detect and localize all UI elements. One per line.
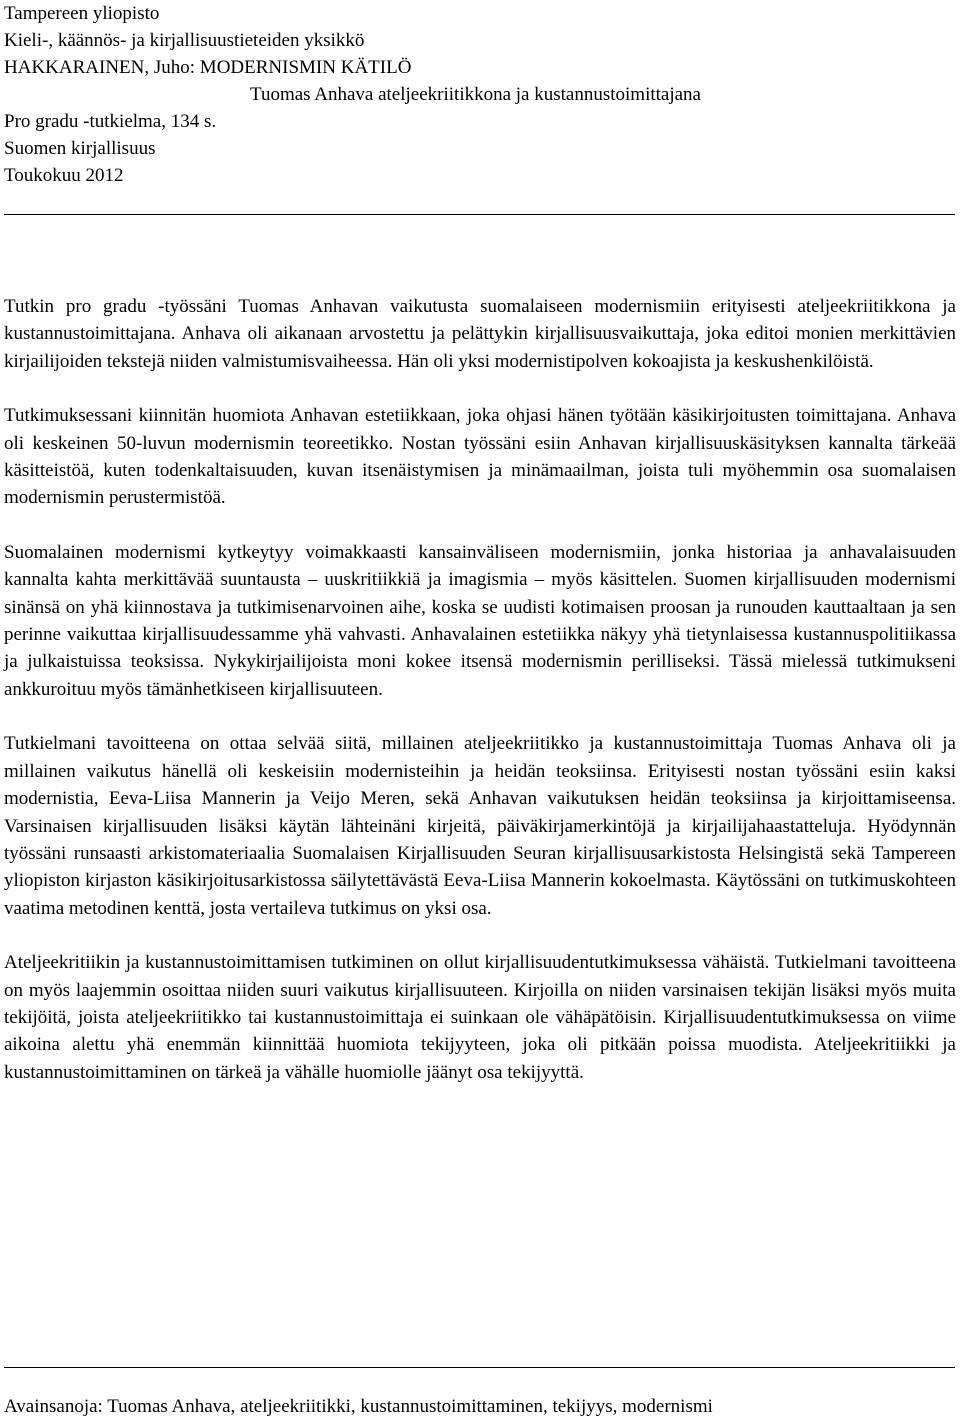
bottom-divider (4, 1367, 955, 1368)
top-divider (4, 214, 955, 215)
abstract-paragraph-1: Tutkin pro gradu -työssäni Tuomas Anhavan vaikutusta suomalaiseen modernismiin erityisesti ateljeekriitikkona ja kustannustoimittajana. Anhava oli aikanaan arvostettu ja pelättykin kirjallisuusvaikuttaja, joka editoi monien merkittävien kirjailijoiden tekstejä niiden valmistumisvaiheessa. Hän oli yksi modernistipolven kokoajista ja keskushenkilöistä. (4, 296, 956, 372)
abstract-body (4, 293, 956, 1086)
unit-name: Kieli-, käännös- ja kirjallisuustieteiden yksikkö (4, 30, 365, 51)
author-and-title: HAKKARAINEN, Juho: MODERNISMIN KÄTILÖ (4, 57, 412, 78)
abstract-paragraph-4: Tutkielmani tavoitteena on ottaa selvää siitä, millainen ateljeekriitikko ja kustannustoimittaja Tuomas Anhava oli ja millainen vaikutus hänellä oli keskeisiin modernisteihin ja heidän teoksiinsa. Erityisesti nostan työssäni esiin kaksi modernistia, Eeva-Liisa Mannerin ja Veijo Meren, sekä Anhavan vaikutuksen heidän teoksiinsa ja kirjoittamiseensa. Varsinaisen kirjallisuuden lisäksi käytän lähteinäni kirjeitä, päiväkirjamerkintöjä ja kirjailijahaastatteluja. Hyödynnän työssäni runsaasti arkistomateriaalia Suomalaisen Kirjallisuuden Seuran kirjallisuusarkistosta Helsingistä sekä Tampereen yliopiston kirjaston käsikirjoitusarkistossa säilytettävästä Eeva-Liisa Mannerin kokoelmasta. Käytössäni on tutkimuskohteen vaatima metodinen kenttä, josta vertaileva tutkimus on yksi osa. (4, 733, 956, 919)
subject: Suomen kirjallisuus (4, 138, 156, 159)
thesis-header (4, 0, 954, 189)
keywords-line: Avainsanoja: Tuomas Anhava, ateljeekriitikki, kustannustoimittaminen, tekijyys, modernismi (4, 1396, 713, 1417)
abstract-paragraph-2: Tutkimuksessani kiinnitän huomiota Anhavan estetiikkaan, joka ohjasi hänen työtään käsikirjoitusten toimittajana. Anhava oli keskeinen 50-luvun modernismin teoreetikko. Nostan työssäni esiin Anhavan kirjallisuuskäsityksen kannalta tärkeää käsitteistöä, kuten todenkaltaisuuden, kuvan itsenäistymisen ja minämaailman, joista tuli myöhemmin osa suomalaisen modernismin perustermistöä. (4, 405, 956, 509)
abstract-paragraph-5: Ateljeekritiikin ja kustannustoimittamisen tutkiminen on ollut kirjallisuudentutkimuksessa vähäistä. Tutkielmani tavoitteena on myös laajemmin osoittaa niiden suuri vaikutus kirjallisuuteen. Kirjoilla on niiden varsinaisen tekijän lisäksi myös muita tekijöitä, joista ateljeekriitikko tai kustannustoimittaja ei suinkaan ole vähäpätöisin. Kirjallisuudentutkimuksessa on viime aikoina alettu yhä enemmän kiinnittää huomiota tekijyyteen, joka oli pitkään poissa muodista. Ateljeekritiikki ja kustannustoimittaminen on tärkeä ja vähälle huomiolle jäänyt osa tekijyyttä. (4, 952, 956, 1083)
university-name: Tampereen yliopisto (4, 3, 160, 24)
date: Toukokuu 2012 (4, 165, 124, 186)
abstract-paragraph-3: Suomalainen modernismi kytkeytyy voimakkaasti kansainväliseen modernismiin, jonka historiaa ja anhavalaisuuden kannalta kahta merkittävää suuntausta – uuskritiikkiä ja imagismia – myös käsittelen. Suomen kirjallisuuden modernismi sinänsä on yhä kiinnostava ja tutkimisenarvoinen aihe, koska se uudisti kotimaisen proosan ja runouden kauttaaltaan ja sen perinne vaikuttaa kirjallisuudessamme yhä vahvasti. Anhavalainen estetiikka näkyy yhä tietynlaisessa kustannuspolitiikassa ja julkaistuissa teoksissa. Nykykirjailijoista moni kokee itsensä modernismin perilliseksi. Tässä mielessä tutkimukseni ankkuroituu myös tämänhetkiseen kirjallisuuteen. (4, 541, 956, 700)
thesis-type: Pro gradu -tutkielma, 134 s. (4, 111, 217, 132)
thesis-subtitle: Tuomas Anhava ateljeekriitikkona ja kustannustoimittajana (250, 84, 701, 105)
